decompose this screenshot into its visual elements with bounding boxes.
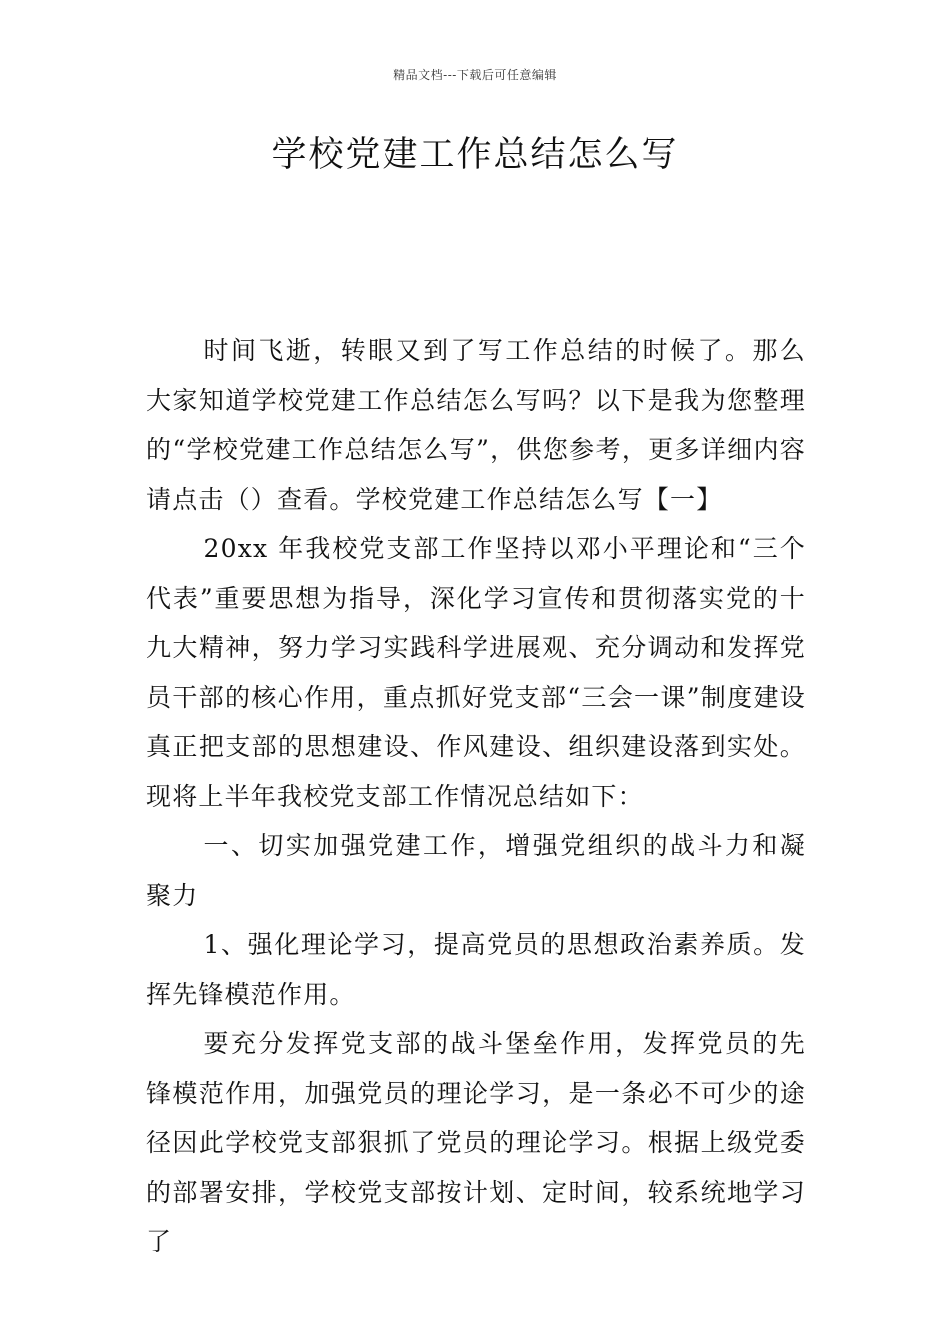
paragraph-overview: 20xx 年我校党支部工作坚持以邓小平理论和“三个代表”重要思想为指导，深化学习宣传和贯彻落实党的十九大精神，努力学习实践科学进展观、充分调动和发挥党员干部的核心作用，重点抓好党支部“三会一课”制度建设真正把支部的思想建设、作风建设、组织建设落到实处。现将上半年我校党支部工作情况总结如下： — [146, 534, 806, 811]
document-body — [146, 326, 806, 1267]
paragraph-intro: 时间飞逝，转眼又到了写工作总结的时候了。那么大家知道学校党建工作总结怎么写吗？以下是我为您整理的“学校党建工作总结怎么写”，供您参考，更多详细内容请点击（）查看。学校党建工作总结怎么写【一】 — [146, 336, 806, 514]
subsection-heading: 1、强化理论学习，提高党员的思想政治素养质。发挥先锋模范作用。 — [146, 930, 806, 1009]
paragraph-study: 要充分发挥党支部的战斗堡垒作用，发挥党员的先锋模范作用，加强党员的理论学习，是一条必不可少的途径因此学校党支部狠抓了党员的理论学习。根据上级党委的部署安排，学校党支部按计划、定时间，较系统地学习了 — [146, 1029, 806, 1256]
header-note: 精品文档---下载后可任意编辑 — [393, 68, 557, 82]
section-heading: 一、切实加强党建工作，增强党组织的战斗力和凝聚力 — [146, 831, 806, 910]
document-title: 学校党建工作总结怎么写 — [271, 135, 679, 175]
